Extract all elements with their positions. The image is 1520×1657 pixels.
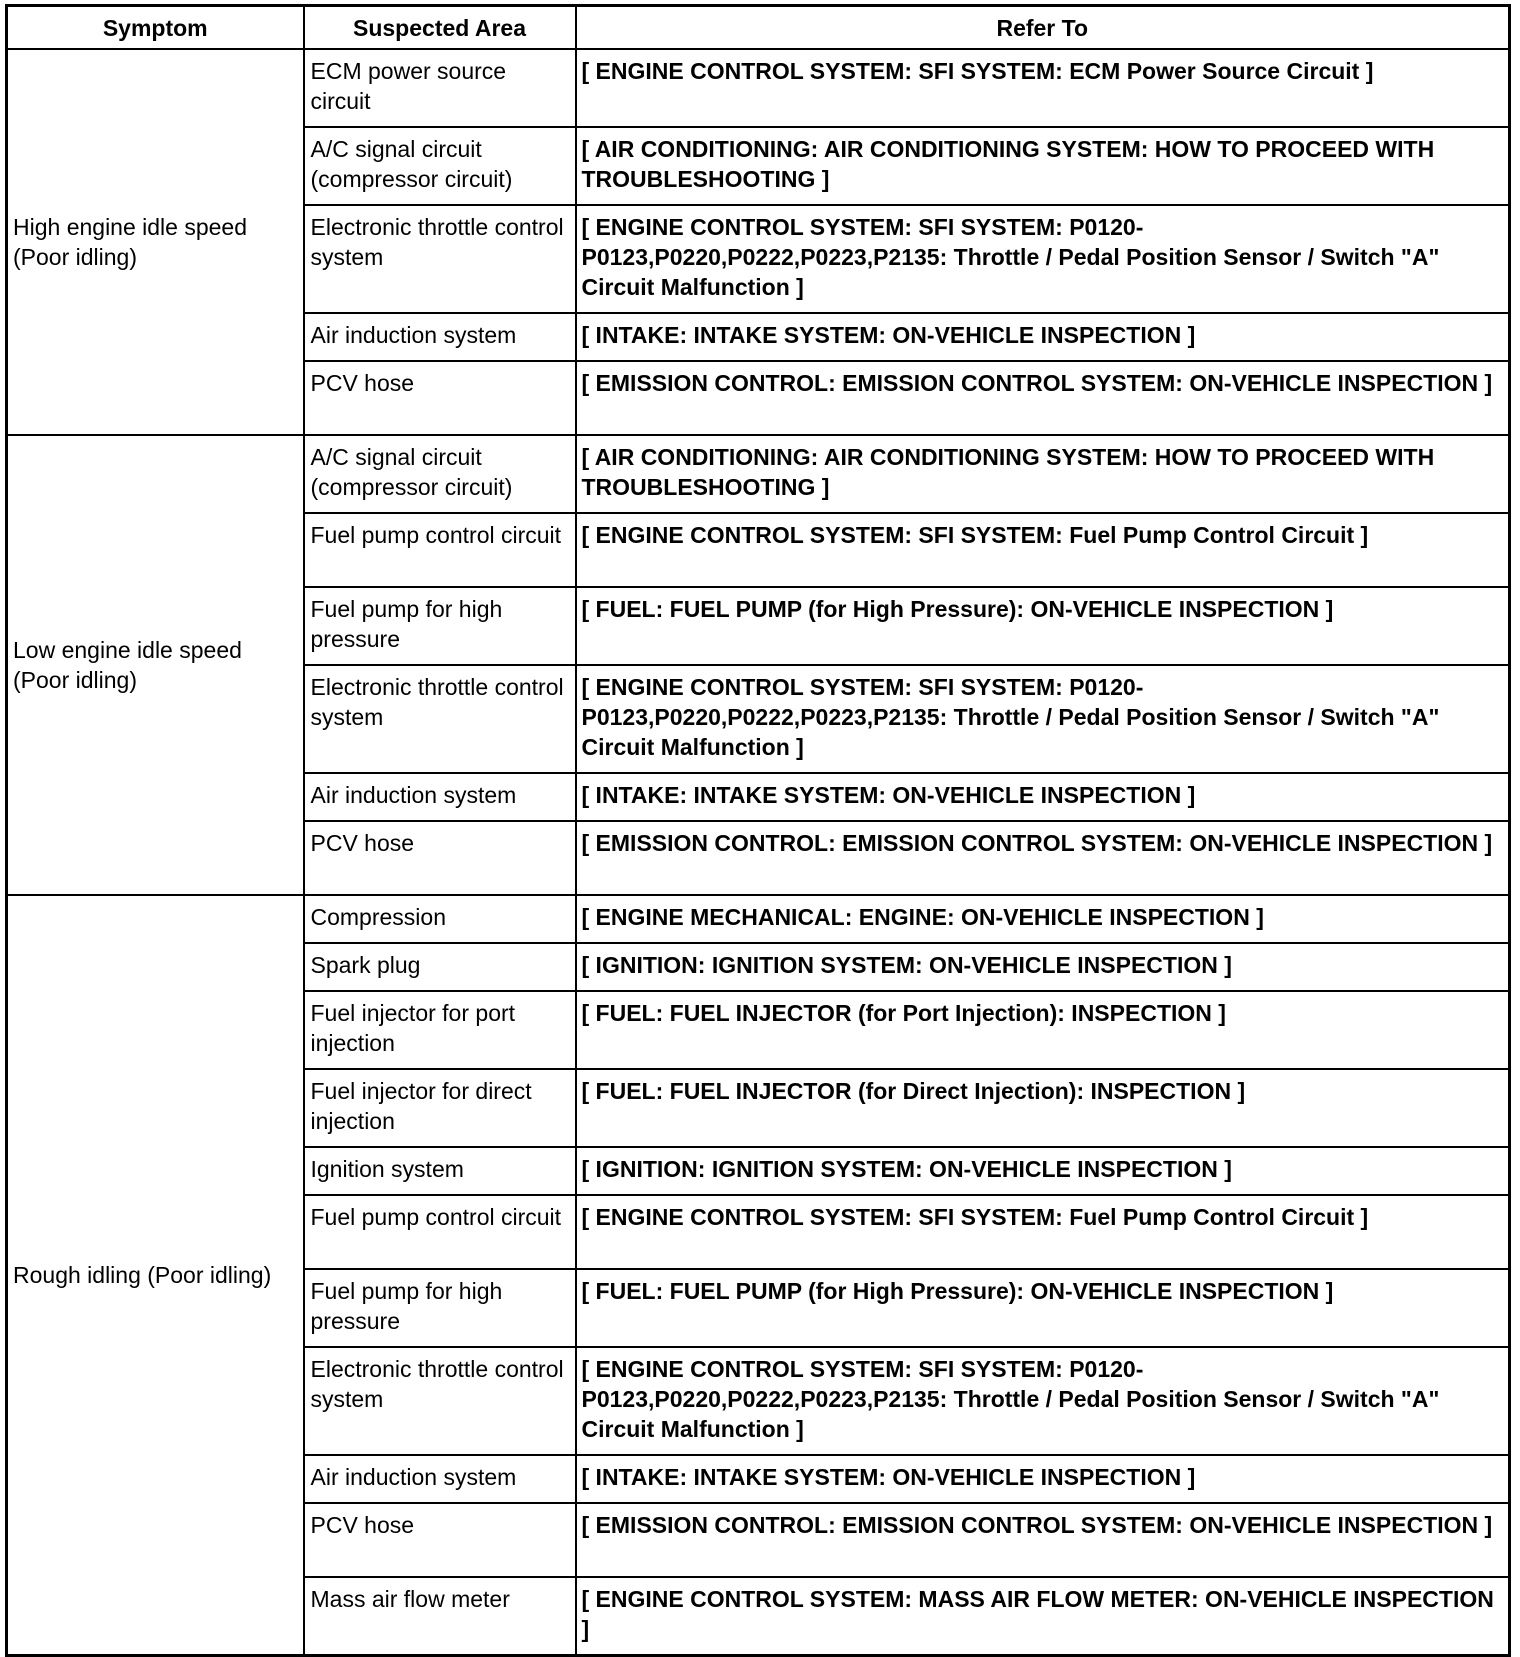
suspected-area-cell: Fuel pump control circuit xyxy=(304,513,576,587)
refer-to-link[interactable]: [ IGNITION: IGNITION SYSTEM: ON-VEHICLE INSPECTION ] xyxy=(576,1147,1510,1195)
suspected-area-cell: Spark plug xyxy=(304,943,576,991)
refer-to-link[interactable]: [ EMISSION CONTROL: EMISSION CONTROL SYSTEM: ON-VEHICLE INSPECTION ] xyxy=(576,821,1510,895)
suspected-area-cell: PCV hose xyxy=(304,821,576,895)
symptom-cell: Low engine idle speed (Poor idling) xyxy=(7,435,304,895)
suspected-area-cell: PCV hose xyxy=(304,1503,576,1577)
refer-to-link[interactable]: [ EMISSION CONTROL: EMISSION CONTROL SYSTEM: ON-VEHICLE INSPECTION ] xyxy=(576,361,1510,435)
refer-to-link[interactable]: [ IGNITION: IGNITION SYSTEM: ON-VEHICLE INSPECTION ] xyxy=(576,943,1510,991)
suspected-area-cell: Air induction system xyxy=(304,313,576,361)
refer-to-link[interactable]: [ FUEL: FUEL INJECTOR (for Direct Injection): INSPECTION ] xyxy=(576,1069,1510,1147)
suspected-area-cell: PCV hose xyxy=(304,361,576,435)
header-suspected-area: Suspected Area xyxy=(304,6,576,50)
refer-to-link[interactable]: [ ENGINE CONTROL SYSTEM: SFI SYSTEM: P0120-P0123,P0220,P0222,P0223,P2135: Throttle / Pedal Position Sensor / Switch "A" Circuit Malfunction ] xyxy=(576,665,1510,773)
suspected-area-cell: Fuel injector for port injection xyxy=(304,991,576,1069)
refer-to-link[interactable]: [ ENGINE CONTROL SYSTEM: SFI SYSTEM: P0120-P0123,P0220,P0222,P0223,P2135: Throttle / Pedal Position Sensor / Switch "A" Circuit Malfunction ] xyxy=(576,205,1510,313)
suspected-area-cell: Air induction system xyxy=(304,773,576,821)
suspected-area-cell: Fuel pump control circuit xyxy=(304,1195,576,1269)
symptom-cell: Rough idling (Poor idling) xyxy=(7,895,304,1656)
refer-to-link[interactable]: [ AIR CONDITIONING: AIR CONDITIONING SYSTEM: HOW TO PROCEED WITH TROUBLESHOOTING ] xyxy=(576,127,1510,205)
refer-to-link[interactable]: [ AIR CONDITIONING: AIR CONDITIONING SYSTEM: HOW TO PROCEED WITH TROUBLESHOOTING ] xyxy=(576,435,1510,513)
troubleshooting-table xyxy=(5,4,1511,1657)
header-symptom: Symptom xyxy=(7,6,304,50)
refer-to-link[interactable]: [ INTAKE: INTAKE SYSTEM: ON-VEHICLE INSPECTION ] xyxy=(576,313,1510,361)
table-row xyxy=(7,435,1510,513)
suspected-area-cell: Fuel injector for direct injection xyxy=(304,1069,576,1147)
refer-to-link[interactable]: [ INTAKE: INTAKE SYSTEM: ON-VEHICLE INSPECTION ] xyxy=(576,1455,1510,1503)
header-refer-to: Refer To xyxy=(576,6,1510,50)
suspected-area-cell: ECM power source circuit xyxy=(304,49,576,127)
refer-to-link[interactable]: [ FUEL: FUEL INJECTOR (for Port Injection): INSPECTION ] xyxy=(576,991,1510,1069)
header-row xyxy=(7,6,1510,50)
suspected-area-cell: Electronic throttle control system xyxy=(304,665,576,773)
symptom-cell: High engine idle speed (Poor idling) xyxy=(7,49,304,435)
refer-to-link[interactable]: [ ENGINE CONTROL SYSTEM: SFI SYSTEM: Fuel Pump Control Circuit ] xyxy=(576,1195,1510,1269)
refer-to-link[interactable]: [ FUEL: FUEL PUMP (for High Pressure): ON-VEHICLE INSPECTION ] xyxy=(576,1269,1510,1347)
suspected-area-cell: A/C signal circuit (compressor circuit) xyxy=(304,127,576,205)
suspected-area-cell: Air induction system xyxy=(304,1455,576,1503)
troubleshooting-table-container xyxy=(5,4,1508,1657)
refer-to-link[interactable]: [ ENGINE CONTROL SYSTEM: SFI SYSTEM: Fuel Pump Control Circuit ] xyxy=(576,513,1510,587)
suspected-area-cell: Electronic throttle control system xyxy=(304,205,576,313)
table-row xyxy=(7,895,1510,943)
refer-to-link[interactable]: [ ENGINE CONTROL SYSTEM: MASS AIR FLOW METER: ON-VEHICLE INSPECTION ] xyxy=(576,1577,1510,1656)
refer-to-link[interactable]: [ ENGINE MECHANICAL: ENGINE: ON-VEHICLE INSPECTION ] xyxy=(576,895,1510,943)
table-row xyxy=(7,49,1510,127)
suspected-area-cell: Compression xyxy=(304,895,576,943)
suspected-area-cell: Mass air flow meter xyxy=(304,1577,576,1656)
suspected-area-cell: A/C signal circuit (compressor circuit) xyxy=(304,435,576,513)
refer-to-link[interactable]: [ ENGINE CONTROL SYSTEM: SFI SYSTEM: ECM Power Source Circuit ] xyxy=(576,49,1510,127)
refer-to-link[interactable]: [ ENGINE CONTROL SYSTEM: SFI SYSTEM: P0120-P0123,P0220,P0222,P0223,P2135: Throttle / Pedal Position Sensor / Switch "A" Circuit Malfunction ] xyxy=(576,1347,1510,1455)
suspected-area-cell: Ignition system xyxy=(304,1147,576,1195)
suspected-area-cell: Fuel pump for high pressure xyxy=(304,587,576,665)
suspected-area-cell: Electronic throttle control system xyxy=(304,1347,576,1455)
suspected-area-cell: Fuel pump for high pressure xyxy=(304,1269,576,1347)
refer-to-link[interactable]: [ EMISSION CONTROL: EMISSION CONTROL SYSTEM: ON-VEHICLE INSPECTION ] xyxy=(576,1503,1510,1577)
refer-to-link[interactable]: [ FUEL: FUEL PUMP (for High Pressure): ON-VEHICLE INSPECTION ] xyxy=(576,587,1510,665)
refer-to-link[interactable]: [ INTAKE: INTAKE SYSTEM: ON-VEHICLE INSPECTION ] xyxy=(576,773,1510,821)
